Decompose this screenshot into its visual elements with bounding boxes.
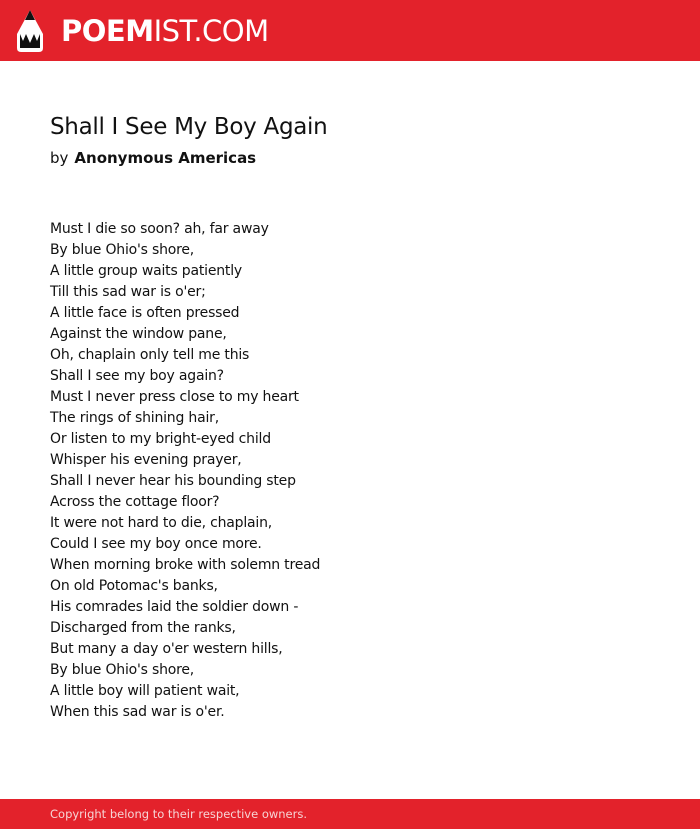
logo-text-bold: POEM	[61, 14, 154, 48]
poem-line: His comrades laid the soldier down -	[50, 599, 299, 615]
logo-text-light: IST.COM	[153, 14, 269, 48]
author-name: Anonymous Americas	[74, 149, 257, 167]
poem-line: By blue Ohio's shore,	[50, 662, 195, 678]
poem-line: Against the window pane,	[50, 326, 227, 342]
poem-line: By blue Ohio's shore,	[50, 242, 195, 258]
poem-line: When morning broke with solemn tread	[50, 557, 321, 573]
poem-line: But many a day o'er western hills,	[50, 641, 283, 657]
poem-line: Oh, chaplain only tell me this	[50, 347, 250, 363]
poem-line: A little group waits patiently	[50, 263, 242, 279]
poem-line: Discharged from the ranks,	[50, 620, 236, 636]
poem-line: It were not hard to die, chaplain,	[50, 515, 273, 531]
copyright-notice: Copyright belong to their respective owners.	[50, 807, 308, 821]
site-logo[interactable]	[17, 9, 269, 53]
poem-line: Whisper his evening prayer,	[50, 452, 242, 468]
poem-line: Could I see my boy once more.	[50, 536, 262, 552]
poem-line: A little face is often pressed	[50, 305, 240, 321]
logo-text	[61, 9, 269, 53]
poem-line: Till this sad war is o'er;	[50, 284, 206, 300]
site-header	[0, 0, 700, 61]
byline	[50, 149, 256, 167]
poem-line: The rings of shining hair,	[50, 410, 219, 426]
site-footer	[0, 799, 700, 829]
poem-line: Must I never press close to my heart	[50, 389, 299, 405]
poem-line: Or listen to my bright-eyed child	[50, 431, 271, 447]
poem-line: Shall I see my boy again?	[50, 368, 224, 384]
poem-line: A little boy will patient wait,	[50, 683, 240, 699]
poem-line: On old Potomac's banks,	[50, 578, 218, 594]
poem-line: Must I die so soon? ah, far away	[50, 221, 269, 237]
poem-title: Shall I See My Boy Again	[50, 114, 328, 140]
pencil-icon	[17, 10, 43, 52]
poem-body	[50, 219, 320, 723]
poem-line: Across the cottage floor?	[50, 494, 220, 510]
poem-line: When this sad war is o'er.	[50, 704, 225, 720]
by-label: by	[50, 149, 69, 167]
poem-line: Shall I never hear his bounding step	[50, 473, 296, 489]
